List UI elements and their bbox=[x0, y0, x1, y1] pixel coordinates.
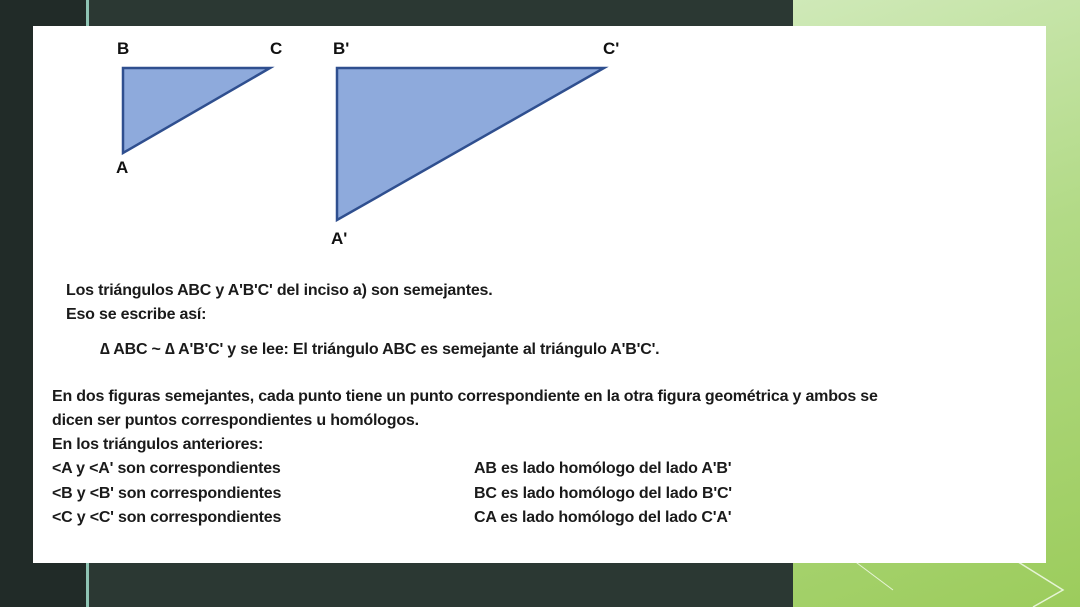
triangle-abc-prime bbox=[337, 68, 604, 220]
side-correspondence: AB es lado homólogo del lado A'B' bbox=[474, 460, 732, 477]
label-c-prime: C' bbox=[603, 39, 620, 58]
side-correspondence: CA es lado homólogo del lado C'A' bbox=[474, 509, 732, 526]
angle-correspondence: <C y <C' son correspondientes bbox=[52, 509, 282, 526]
notation-intro: Eso se escribe así: bbox=[66, 306, 207, 323]
paragraph-line-1: En dos figuras semejantes, cada punto tiene un punto correspondiente en la otra figura geométrica y ambos se bbox=[52, 388, 878, 405]
similarity-notation: ∆ ABC ~ ∆ A'B'C' y se lee: El triángulo ABC es semejante al triángulo A'B'C'. bbox=[100, 341, 660, 358]
angle-correspondence: <B y <B' son correspondientes bbox=[52, 485, 282, 502]
angle-correspondence: <A y <A' son correspondientes bbox=[52, 460, 281, 477]
label-a: A bbox=[116, 158, 129, 177]
side-correspondence: BC es lado homólogo del lado B'C' bbox=[474, 485, 732, 502]
similarity-statement: Los triángulos ABC y A'B'C' del inciso a) son semejantes. bbox=[66, 282, 493, 299]
label-b-prime: B' bbox=[333, 39, 350, 58]
triangle-abc bbox=[123, 68, 270, 153]
label-b: B bbox=[117, 39, 130, 58]
paragraph-line-2: dicen ser puntos correspondientes u homólogos. bbox=[52, 412, 419, 429]
label-c: C bbox=[270, 39, 283, 58]
slide-content-card bbox=[33, 26, 1046, 563]
paragraph-line-3: En los triángulos anteriores: bbox=[52, 436, 264, 453]
label-a-prime: A' bbox=[331, 229, 348, 248]
